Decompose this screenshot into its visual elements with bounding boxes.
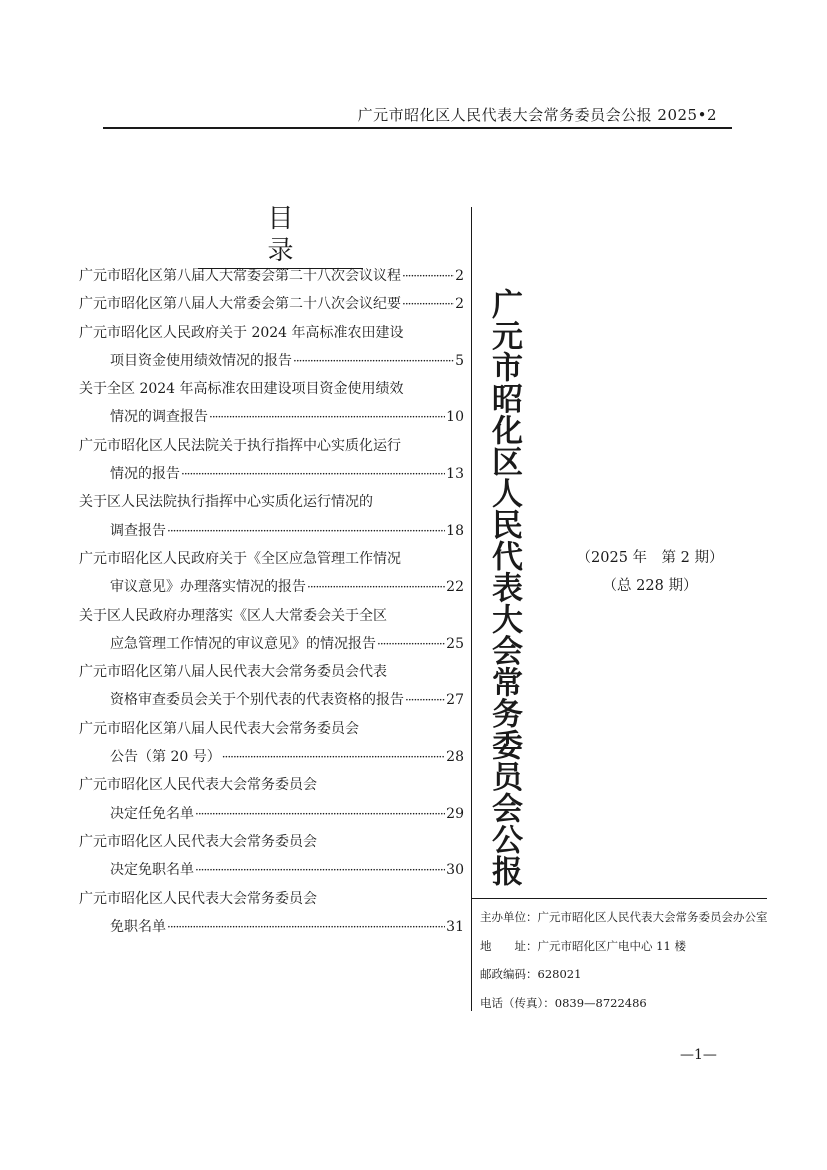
toc-entry-text: 情况的调查报告 — [110, 409, 208, 426]
toc-line — [79, 403, 464, 431]
toc-entry-text: 项目资金使用绩效情况的报告 — [110, 352, 292, 369]
toc-entry[interactable] — [79, 290, 464, 318]
toc-entry-text: 广元市昭化区第八届人大常委会第二十八次会议议程 — [79, 268, 401, 284]
publication-title: 广元市昭化区人民代表大会常务委员会公报 — [486, 288, 522, 887]
vertical-divider — [471, 207, 472, 1011]
dot-leader — [293, 347, 454, 375]
page-number: —1— — [680, 1047, 717, 1063]
toc-line — [79, 800, 464, 828]
toc-page-number: 25 — [446, 635, 464, 652]
toc-entry-text: 广元市昭化区第八届人民代表大会常务委员会 — [79, 720, 359, 737]
toc-entry-text: 应急管理工作情况的审议意见》的情况报告 — [110, 635, 376, 652]
toc-line — [79, 828, 464, 856]
dot-leader — [195, 800, 445, 828]
total-issue-number: （总 228 期） — [602, 578, 698, 594]
toc-page-number: 13 — [446, 466, 464, 483]
toc-line — [79, 630, 464, 658]
toc-entry-text: 广元市昭化区人民政府关于《全区应急管理工作情况 — [79, 550, 401, 567]
toc-line — [79, 658, 464, 686]
toc-entry[interactable] — [79, 715, 464, 772]
header-title: 广元市昭化区人民代表大会常务委员会公报 2025•2 — [357, 106, 717, 124]
toc-entry-text: 广元市昭化区人民代表大会常务委员会 — [79, 777, 317, 794]
toc-line — [79, 573, 464, 601]
toc-entry-text: 调查报告 — [110, 522, 166, 539]
toc-entry-text: 资格审查委员会关于个别代表的代表资格的报告 — [110, 692, 404, 709]
toc-page-number: 29 — [446, 805, 464, 822]
toc-entry-text: 广元市昭化区人民政府关于 2024 年高标准农田建设 — [79, 324, 404, 341]
publisher-info — [480, 903, 780, 1017]
toc-entry[interactable] — [79, 319, 464, 376]
toc-page-number: 22 — [446, 579, 464, 596]
toc-entry-text: 决定任免名单 — [110, 805, 194, 822]
toc-line — [79, 290, 464, 318]
dot-leader — [195, 856, 445, 884]
toc-page-number: 30 — [446, 862, 464, 879]
toc-line — [79, 885, 464, 913]
dot-leader — [307, 573, 445, 601]
toc-page-number: 31 — [446, 918, 464, 935]
dot-leader — [377, 630, 445, 658]
toc-line — [79, 262, 464, 290]
toc-line — [79, 715, 464, 743]
toc-entry-text: 公告（第 20 号） — [110, 749, 221, 766]
toc-entry[interactable] — [79, 771, 464, 828]
toc-entry[interactable] — [79, 262, 464, 290]
toc-entry[interactable] — [79, 828, 464, 885]
toc-entry[interactable] — [79, 602, 464, 659]
toc-page-number: 18 — [446, 522, 464, 539]
toc-line — [79, 517, 464, 545]
toc-entry[interactable] — [79, 375, 464, 432]
issue-number: （2025 年 第 2 期） — [576, 550, 724, 566]
dot-leader — [402, 262, 454, 290]
toc-entry[interactable] — [79, 545, 464, 602]
toc-entry-text: 决定免职名单 — [110, 862, 194, 879]
header-rule — [103, 127, 732, 129]
toc-line — [79, 913, 464, 941]
dot-leader — [167, 913, 445, 941]
dot-leader — [222, 743, 445, 771]
table-of-contents — [79, 262, 464, 941]
toc-line — [79, 602, 464, 630]
toc-page-number: 27 — [446, 692, 464, 709]
toc-line — [79, 319, 464, 347]
toc-line — [79, 686, 464, 714]
toc-entry-text: 关于区人民政府办理落实《区人大常委会关于全区 — [79, 607, 387, 624]
toc-entry[interactable] — [79, 658, 464, 715]
toc-entry-text: 广元市昭化区第八届人民代表大会常务委员会代表 — [79, 664, 387, 681]
toc-line — [79, 743, 464, 771]
toc-entry-text: 免职名单 — [110, 918, 166, 935]
sponsor-line: 主办单位：广元市昭化区人民代表大会常务委员会办公室 — [480, 910, 768, 924]
phone-line: 电话（传真）：0839—8722486 — [480, 995, 647, 1010]
toc-line — [79, 545, 464, 573]
dot-leader — [405, 686, 445, 714]
toc-line — [79, 856, 464, 884]
dot-leader — [181, 460, 445, 488]
toc-line — [79, 347, 464, 375]
dot-leader — [209, 403, 445, 431]
toc-page-number: 10 — [446, 409, 464, 426]
toc-line — [79, 460, 464, 488]
toc-line — [79, 771, 464, 799]
dot-leader — [167, 517, 445, 545]
toc-entry-text: 情况的报告 — [110, 466, 180, 483]
toc-page-number: 5 — [455, 352, 464, 369]
toc-entry-text: 关于区人民法院执行指挥中心实质化运行情况的 — [79, 494, 373, 511]
issue-info — [560, 544, 740, 600]
toc-entry[interactable] — [79, 432, 464, 489]
toc-entry-text: 审议意见》办理落实情况的报告 — [110, 579, 306, 596]
toc-entry-text: 关于全区 2024 年高标准农田建设项目资金使用绩效 — [79, 381, 404, 398]
toc-page-number: 2 — [455, 296, 464, 313]
toc-entry[interactable] — [79, 488, 464, 545]
postal-code-line: 邮政编码：628021 — [480, 967, 582, 981]
toc-title: 目录 — [198, 203, 363, 269]
toc-entry-text: 广元市昭化区人民法院关于执行指挥中心实质化运行 — [79, 437, 401, 454]
dot-leader — [402, 290, 454, 318]
toc-entry-text: 广元市昭化区第八届人大常委会第二十八次会议纪要 — [79, 296, 401, 313]
toc-entry-text: 广元市昭化区人民代表大会常务委员会 — [79, 890, 317, 907]
address-line: 地 址：广元市昭化区广电中心 11 楼 — [480, 938, 686, 953]
toc-entry[interactable] — [79, 885, 464, 942]
toc-line — [79, 375, 464, 403]
toc-line — [79, 488, 464, 516]
toc-line — [79, 432, 464, 460]
toc-entry-text: 广元市昭化区人民代表大会常务委员会 — [79, 833, 317, 850]
toc-page-number: 28 — [446, 749, 464, 766]
horizontal-divider — [471, 898, 767, 899]
toc-page-number: 2 — [455, 268, 464, 284]
